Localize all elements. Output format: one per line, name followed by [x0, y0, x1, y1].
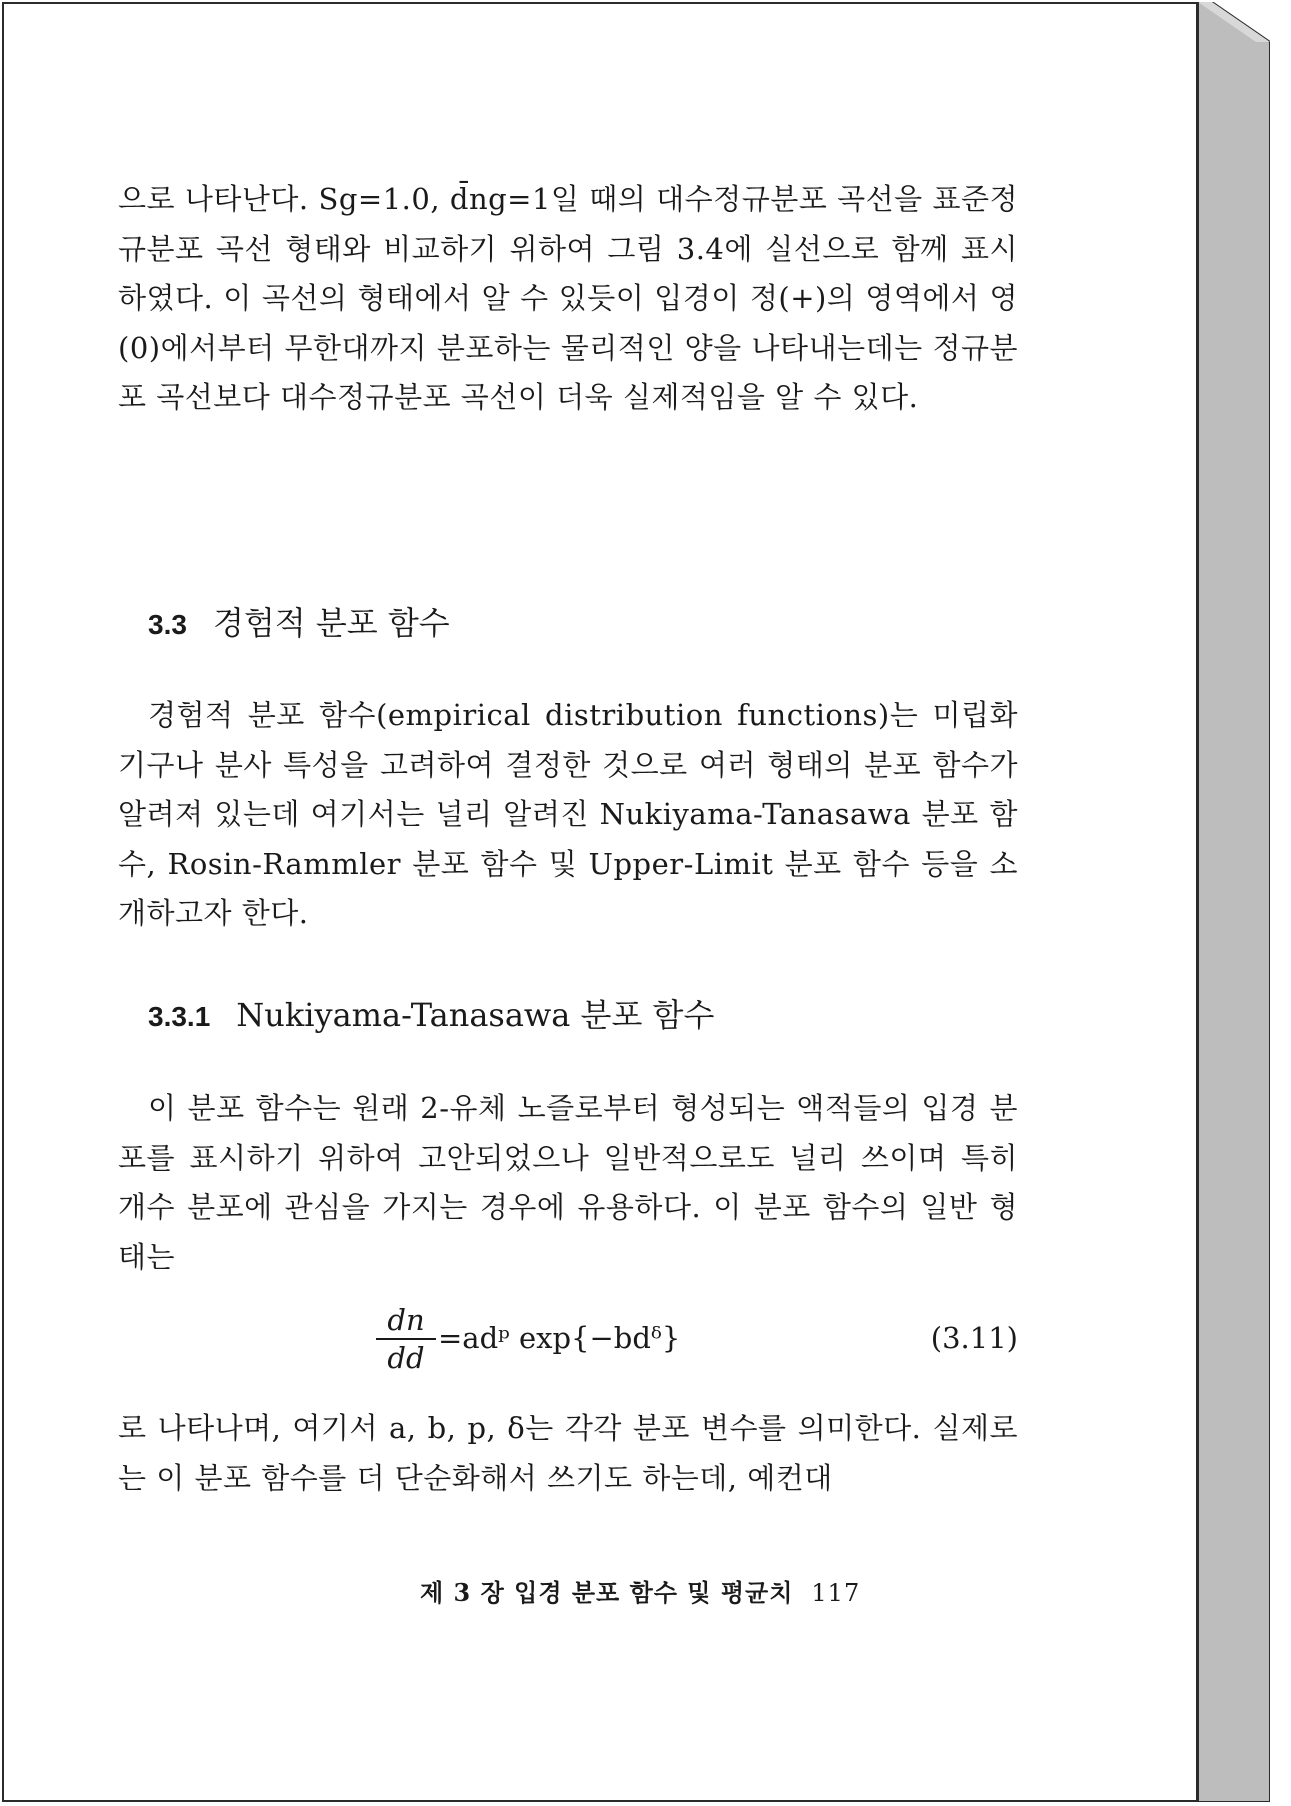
paragraph-empirical: 경험적 분포 함수(empirical distribution functions)는 미립화 기구나 분사 특성을 고려하여 결정한 것으로 여러 형태의 분포 함수가 알려져 있는데 여기서는 널리 알려진 Nukiyama-Tanasawa 분포 함수, Rosin-Rammler 분포 함수 및 Upper-Limit 분포 함수 등을 소개하고자 한다.	[118, 698, 1018, 930]
equation-3-11	[118, 1303, 1018, 1383]
page-number: 117	[811, 1579, 861, 1607]
equation-denominator: dd	[387, 1341, 425, 1375]
paragraph-intro: 으로 나타난다. Sg=1.0, d̄ng=1일 때의 대수정규분포 곡선을 표준정규분포 곡선 형태와 비교하기 위하여 그림 3.4에 실선으로 함께 표시하였다. 이 곡선의 형태에서 알 수 있듯이 입경이 정(+)의 영역에서 영(0)에서부터 무한대까지 분포하는 물리적인 양을 나타내는데는 정규분포 곡선보다 대수정규분포 곡선이 더욱 실제적임을 알 수 있다.	[118, 182, 1018, 414]
paragraph-nukiyama: 이 분포 함수는 원래 2-유체 노즐로부터 형성되는 액적들의 입경 분포를 표시하기 위하여 고안되었으나 일반적으로도 널리 쓰이며 특히 개수 분포에 관심을 가지는 경우에 유용하다. 이 분포 함수의 일반 형태는	[118, 1091, 1018, 1274]
section-number: 3.3	[148, 609, 187, 640]
subsection-title: Nukiyama-Tanasawa 분포 함수	[236, 996, 715, 1034]
equation-fraction	[376, 1303, 436, 1376]
running-footer	[420, 1573, 860, 1608]
footer-chapter-title: 제 3 장 입경 분포 함수 및 평균치	[420, 1578, 794, 1607]
page-edge-graphic	[1198, 2, 1270, 1802]
subsection-heading-3-3-1	[148, 990, 714, 1036]
equation-body: =adᵖ exp{−bdᵟ}	[438, 1321, 681, 1355]
paragraph-variables: 로 나타나며, 여기서 a, b, p, δ는 각각 분포 변수를 의미한다. 실제로는 이 분포 함수를 더 단순화해서 쓰기도 하는데, 예컨대	[118, 1411, 1018, 1495]
equation-number: (3.11)	[930, 1321, 1018, 1355]
page-edge-stack	[1198, 2, 1270, 1802]
section-heading-3-3	[148, 598, 450, 644]
section-title: 경험적 분포 함수	[212, 604, 450, 642]
equation-numerator: dn	[376, 1303, 436, 1340]
subsection-number: 3.3.1	[148, 1001, 211, 1032]
